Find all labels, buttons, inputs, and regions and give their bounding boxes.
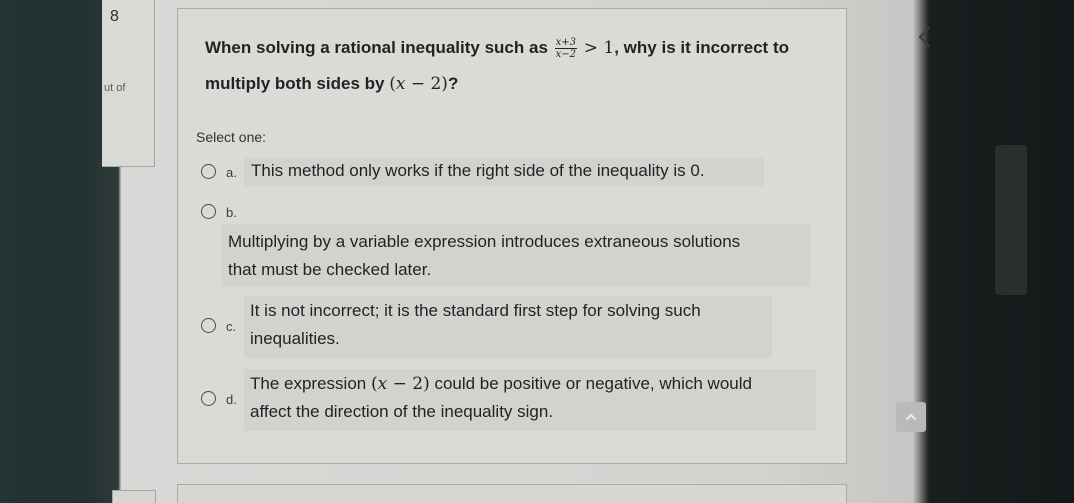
question-suffix: , why is it incorrect to <box>614 38 789 57</box>
question-prefix: When solving a rational inequality such as <box>205 38 548 57</box>
option-d-text[interactable] <box>250 370 830 426</box>
option-b-line2: that must be checked later. <box>228 260 432 279</box>
option-d-expression: (x − 2) <box>370 374 430 394</box>
scroll-to-top-button[interactable] <box>896 402 926 432</box>
option-d-line1-suffix: could be positive or negative, which would <box>434 374 752 393</box>
option-c-radio[interactable] <box>201 318 216 333</box>
question-number: 8 <box>110 8 119 25</box>
fraction-denominator: x−2 <box>555 49 577 61</box>
question-mark: ? <box>447 74 459 93</box>
out-of-label: ut of <box>104 82 126 94</box>
option-d-line2: affect the direction of the inequality sign. <box>250 402 554 421</box>
side-device-bar <box>995 145 1027 295</box>
option-b-line1: Multiplying by a variable expression introduces extraneous solutions <box>228 232 741 251</box>
option-a-letter: a. <box>226 165 237 180</box>
option-c-letter: c. <box>226 319 237 334</box>
option-c-line2: inequalities. <box>250 329 340 348</box>
option-d-line1-prefix: The expression <box>250 374 367 393</box>
fraction-numerator: x+3 <box>555 37 577 49</box>
option-b-text[interactable] <box>228 228 818 284</box>
question-text <box>205 30 845 102</box>
option-b-radio[interactable] <box>201 204 216 219</box>
option-c-line1: It is not incorrect; it is the standard first step for solving such <box>250 301 701 320</box>
next-question-panel <box>177 484 847 503</box>
inequality-rhs: > 1 <box>583 38 615 58</box>
question-expression: (x − 2) <box>389 74 448 94</box>
select-one-label: Select one: <box>196 129 267 145</box>
option-d-radio[interactable] <box>201 391 216 406</box>
question-line2: multiply both sides by <box>205 74 385 93</box>
option-b-letter: b. <box>226 205 237 220</box>
option-c-text[interactable] <box>250 297 790 353</box>
option-a-text[interactable]: This method only works if the right side of the inequality is 0. <box>251 161 705 180</box>
option-a-radio[interactable] <box>201 164 216 179</box>
option-d-letter: d. <box>226 392 237 407</box>
next-question-info-box <box>112 490 156 503</box>
question-fraction <box>555 37 577 60</box>
chevron-left-icon[interactable] <box>912 24 938 50</box>
chevron-up-icon <box>896 402 926 432</box>
